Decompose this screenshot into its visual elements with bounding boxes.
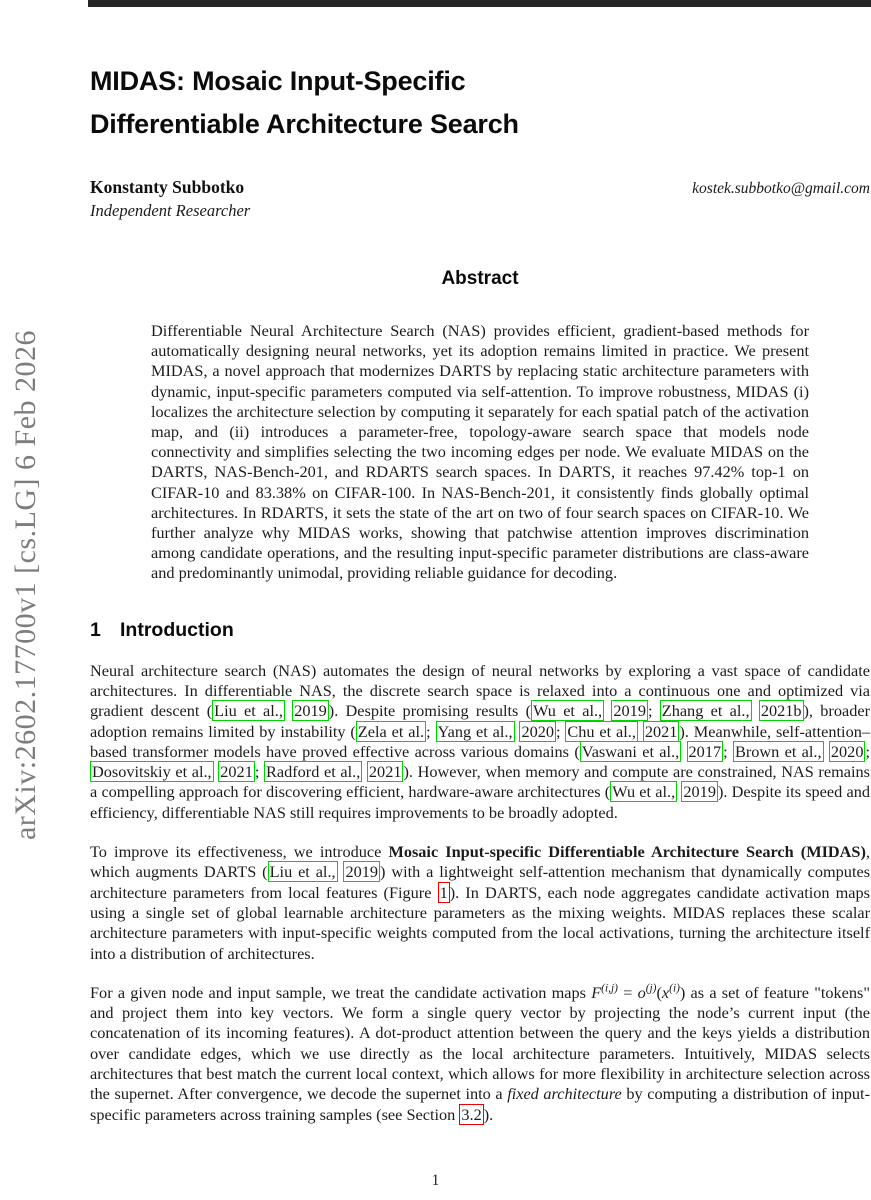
text-segment: , which augments DARTS ( — [90, 842, 870, 882]
text-segment: ). In DARTS, each node aggregates candidate activation maps using a single set of global learnable architecture parameters as the mixing weights. MIDAS replaces these scalar architecture parameters with input-specific weights computed from the local activations, turning the architecture itself into a distribution of architectures. — [90, 882, 870, 963]
citation-link[interactable]: Dosovitskiy et al., — [92, 762, 212, 782]
citation-link[interactable]: 2017 — [688, 741, 722, 761]
text-segment: ). Despite its speed and efficiency, differentiable NAS still requires improvements to be broadly adopted. — [90, 782, 870, 822]
text-segment: ). However, when memory and compute are constrained, NAS remains a compelling approach for discovering efficient, hardware-aware architectures ( — [90, 762, 870, 802]
section-title: Introduction — [120, 618, 234, 641]
text-segment: fixed architecture — [507, 1084, 622, 1104]
citation-link[interactable]: Brown et al., — [734, 741, 822, 761]
citation-link[interactable]: Zhang et al., — [661, 701, 750, 721]
content-column — [90, 0, 870, 1125]
text-segment: = — [617, 982, 638, 1002]
citation-link[interactable]: 2021 — [368, 762, 402, 782]
citation-link[interactable]: 2019 — [683, 782, 716, 802]
citation-link[interactable]: Vaswani et al., — [581, 741, 680, 761]
author-name: Konstanty Subbotko — [90, 177, 245, 197]
text-segment: ; — [723, 741, 733, 761]
text-segment: ; — [865, 741, 870, 761]
citation-link[interactable]: 2021 — [644, 721, 678, 741]
text-segment: ) as a set of feature "tokens" and project them into key vectors. We form a single query vector by projecting the node’s current input (the concatenation of its incoming features). A dot-product attention between the query and the keys yields a distribution over candidate edges, which we use directly as the local architecture parameters. Intuitively, MIDAS selects architectures that best match the current local context, which allows for more flexibility in architecture selection across the supernet. After convergence, we decode the supernet into a — [90, 982, 870, 1104]
citation-link[interactable]: Radford et al., — [266, 762, 361, 782]
citation-link[interactable]: Yang et al., — [437, 721, 513, 741]
author-email: kostek.subbotko@gmail.com — [692, 180, 870, 197]
section-number: 1 — [90, 618, 101, 641]
citation-link[interactable]: Zela et al. — [357, 721, 425, 741]
citation-link[interactable]: 2020 — [830, 741, 864, 761]
citation-link[interactable]: 2019 — [294, 701, 327, 721]
citation-link[interactable]: 2020 — [521, 721, 554, 741]
citation-link[interactable]: Wu et al., — [612, 782, 676, 802]
text-segment: ; — [426, 721, 436, 741]
text-segment — [752, 701, 759, 720]
text-segment: For a given node and input sample, we treat the candidate activation maps — [90, 982, 592, 1002]
paragraph — [90, 661, 870, 823]
citation-link[interactable]: 2019 — [613, 701, 646, 721]
author-identity — [90, 177, 250, 221]
internal-ref-link[interactable]: 1 — [439, 882, 448, 902]
citation-link[interactable]: 2019 — [345, 862, 379, 882]
text-segment: F — [591, 982, 602, 1002]
text-segment: o — [637, 982, 646, 1002]
abstract-body: Differentiable Neural Architecture Search (NAS) provides efficient, gradient-based methods for automatically designing neural networks, yet its adoption remains limited in practice. We present MIDAS, a novel approach that modernizes DARTS by replacing static architecture parameters with dynamic, input-specific parameters computed via self-attention. To improve robustness, MIDAS (i) localizes the architecture selection by computing it separately for each spatial patch of the activation map, and (ii) introduces a parameter-free, topology-aware search space that models node connectivity and simplifies selecting the two incoming edges per node. We evaluate MIDAS on the DARTS, NAS-Bench-201, and RDARTS search spaces. In DARTS, it reaches 97.42% top-1 on CIFAR-10 and 83.38% on CIFAR-100. In NAS-Bench-201, it consistently finds globally optimal architectures. In RDARTS, it sets the state of the art on two of four search spaces on CIFAR-10. We further analyze why MIDAS works, showing that patchwise attention improves discrimination among candidate operations, and the resulting input-specific parameter distributions are class-aware and predominantly unimodal, providing reliable guidance for decoding. — [151, 321, 809, 583]
text-segment: ). Meanwhile, self-attention–based transformer models have proved effective across various domains ( — [90, 721, 871, 761]
intro-paragraphs — [90, 661, 870, 1125]
abstract-heading: Abstract — [441, 268, 519, 289]
citation-link[interactable]: 2021 — [220, 762, 253, 782]
section-heading-introduction — [90, 619, 870, 642]
text-segment: (i,j) — [601, 982, 618, 995]
text-segment — [681, 742, 686, 761]
text-segment: Neural architecture search (NAS) automates the design of neural networks by exploring a vast space of candidate architectures. In differentiable NAS, the discrete search space is relaxed into a continuous one and optimized via gradient descent ( — [90, 660, 870, 721]
text-segment: ). Despite promising results ( — [328, 701, 532, 721]
paragraph — [90, 842, 870, 964]
text-segment: by computing a distribution of input-specific parameters across training samples (see Section — [90, 1084, 870, 1124]
paper-title-line2: Differentiable Architecture Search — [90, 109, 519, 139]
text-segment: (i) — [669, 982, 680, 995]
arxiv-watermark: arXiv:2602.17700v1 [cs.LG] 6 Feb 2026 — [9, 329, 42, 841]
text-segment: To improve its effectiveness, we introduce — [90, 842, 389, 862]
citation-link[interactable]: 2021b — [760, 701, 802, 721]
paragraph — [90, 983, 870, 1125]
text-segment: ; — [556, 721, 566, 741]
text-segment: x — [661, 982, 670, 1002]
text-segment: Mosaic Input-specific Differentiable Architecture Search (MIDAS) — [388, 842, 866, 862]
text-segment: ( — [656, 982, 662, 1002]
text-segment: (j) — [645, 982, 657, 995]
author-affiliation: Independent Researcher — [90, 201, 251, 220]
text-segment: ), broader adoption remains limited by instability ( — [90, 701, 870, 741]
text-segment: ; — [254, 762, 264, 782]
paper-title-line1: MIDAS: Mosaic Input-Specific — [90, 66, 466, 96]
page-number: 1 — [431, 1172, 440, 1189]
citation-link[interactable]: Liu et al., — [214, 701, 283, 721]
internal-ref-link[interactable]: 3.2 — [461, 1104, 482, 1124]
text-segment: ; — [647, 701, 660, 721]
paper-title — [90, 60, 870, 146]
text-segment: ). — [483, 1104, 494, 1124]
citation-link[interactable]: Liu et al., — [269, 862, 336, 882]
citation-link[interactable]: Wu et al., — [533, 701, 603, 721]
author-block — [90, 177, 870, 221]
text-segment: ) with a lightweight self-attention mechanism that dynamically computes architecture parameters from local features (Figure — [90, 862, 871, 902]
citation-link[interactable]: Chu et al., — [567, 721, 636, 741]
